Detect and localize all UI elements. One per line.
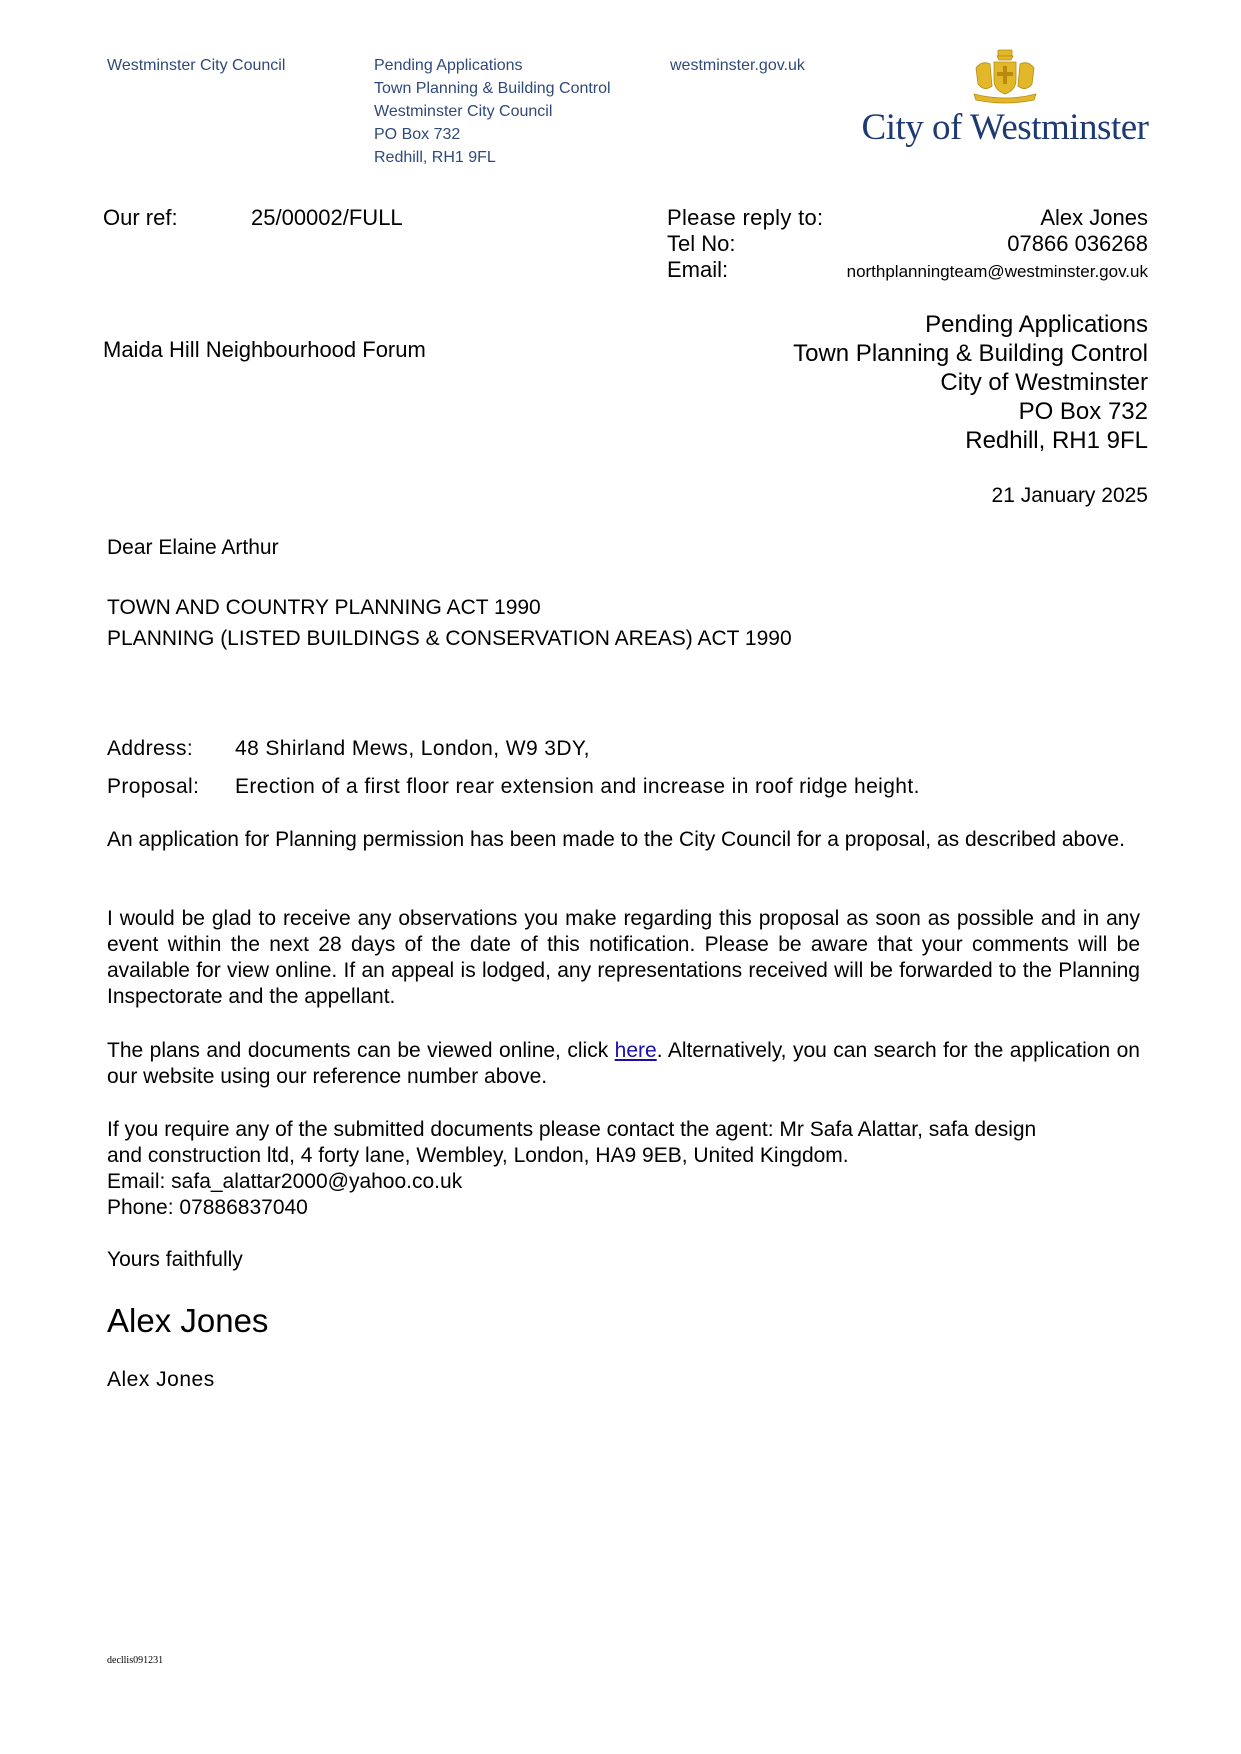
return-address-line: PO Box 732 [1018, 398, 1148, 425]
address-label: Address: [107, 737, 194, 760]
agent-line: and construction ltd, 4 forty lane, Wembley, London, HA9 9EB, United Kingdom. [107, 1144, 849, 1167]
agent-line: If you require any of the submitted documents please contact the agent: Mr Safa Alattar, safa design [107, 1118, 1037, 1141]
reply-to-name: Alex Jones [1040, 205, 1148, 230]
reply-to-block [667, 205, 1148, 285]
act-line: PLANNING (LISTED BUILDINGS & CONSERVATION AREAS) ACT 1990 [107, 627, 792, 650]
our-ref-value: 25/00002/FULL [251, 205, 403, 230]
email-value: northplanningteam@westminster.gov.uk [846, 262, 1148, 281]
proposal-value: Erection of a first floor rear extension and increase in roof ridge height. [235, 775, 920, 798]
plans-here-link[interactable]: here [614, 1039, 657, 1062]
plans-text-before: The plans and documents can be viewed online, click [107, 1039, 615, 1062]
signatory-name: Alex Jones [107, 1368, 215, 1391]
return-address-line: Town Planning & Building Control [793, 340, 1148, 367]
council-website: westminster.gov.uk [670, 57, 805, 74]
email-row [667, 257, 1148, 285]
tel-row [667, 231, 1148, 257]
council-name: Westminster City Council [107, 57, 286, 74]
tel-value: 07866 036268 [1007, 231, 1148, 256]
body-paragraph-application: An application for Planning permission has been made to the City Council for a proposal, as described above. [107, 828, 1125, 851]
salutation: Dear Elaine Arthur [107, 536, 279, 559]
document-code: decllis091231 [107, 1655, 164, 1666]
return-address-line: Redhill, RH1 9FL [965, 427, 1148, 454]
coat-of-arms-icon [970, 48, 1040, 104]
return-address [700, 310, 1148, 455]
proposal-label: Proposal: [107, 775, 200, 798]
plans-text-after: . Alternatively, you can search for the application on our website using our reference number above. [107, 1039, 1140, 1088]
council-address [374, 54, 611, 169]
council-address-line: Westminster City Council [374, 103, 553, 120]
signature: Alex Jones [107, 1302, 269, 1339]
act-line: TOWN AND COUNTRY PLANNING ACT 1990 [107, 596, 541, 619]
council-address-line: PO Box 732 [374, 126, 461, 143]
recipient-name: Maida Hill Neighbourhood Forum [103, 337, 426, 362]
reply-to-label: Please reply to: [667, 205, 824, 230]
body-paragraph-plans [107, 1038, 1140, 1090]
agent-email: Email: safa_alattar2000@yahoo.co.uk [107, 1170, 463, 1193]
body-paragraph-observations: I would be glad to receive any observations you make regarding this proposal as soon as possible and in any event within the next 28 days of the date of this notification. Please be aware that your comments will be available for view online. If an appeal is lodged, any representations received will be forwarded to the Planning Inspectorate and the appellant. [107, 907, 1140, 1008]
logo-wordmark: City of Westminster [861, 107, 1149, 148]
legislation-heading [107, 592, 792, 654]
council-address-line: Town Planning & Building Control [374, 80, 611, 97]
body-paragraph-agent [107, 1117, 1140, 1221]
return-address-line: Pending Applications [925, 311, 1148, 338]
closing-line: Yours faithfully [107, 1248, 243, 1271]
our-ref-label: Our ref: [103, 205, 178, 230]
agent-phone: Phone: 07886837040 [107, 1196, 308, 1219]
tel-label: Tel No: [667, 231, 736, 256]
council-address-line: Pending Applications [374, 57, 523, 74]
city-of-westminster-logo [860, 48, 1150, 149]
address-value: 48 Shirland Mews, London, W9 3DY, [235, 737, 590, 760]
email-label: Email: [667, 257, 729, 282]
reply-to-row [667, 205, 1148, 231]
council-address-line: Redhill, RH1 9FL [374, 149, 496, 166]
letter-date: 21 January 2025 [991, 484, 1148, 507]
return-address-line: City of Westminster [940, 369, 1148, 396]
